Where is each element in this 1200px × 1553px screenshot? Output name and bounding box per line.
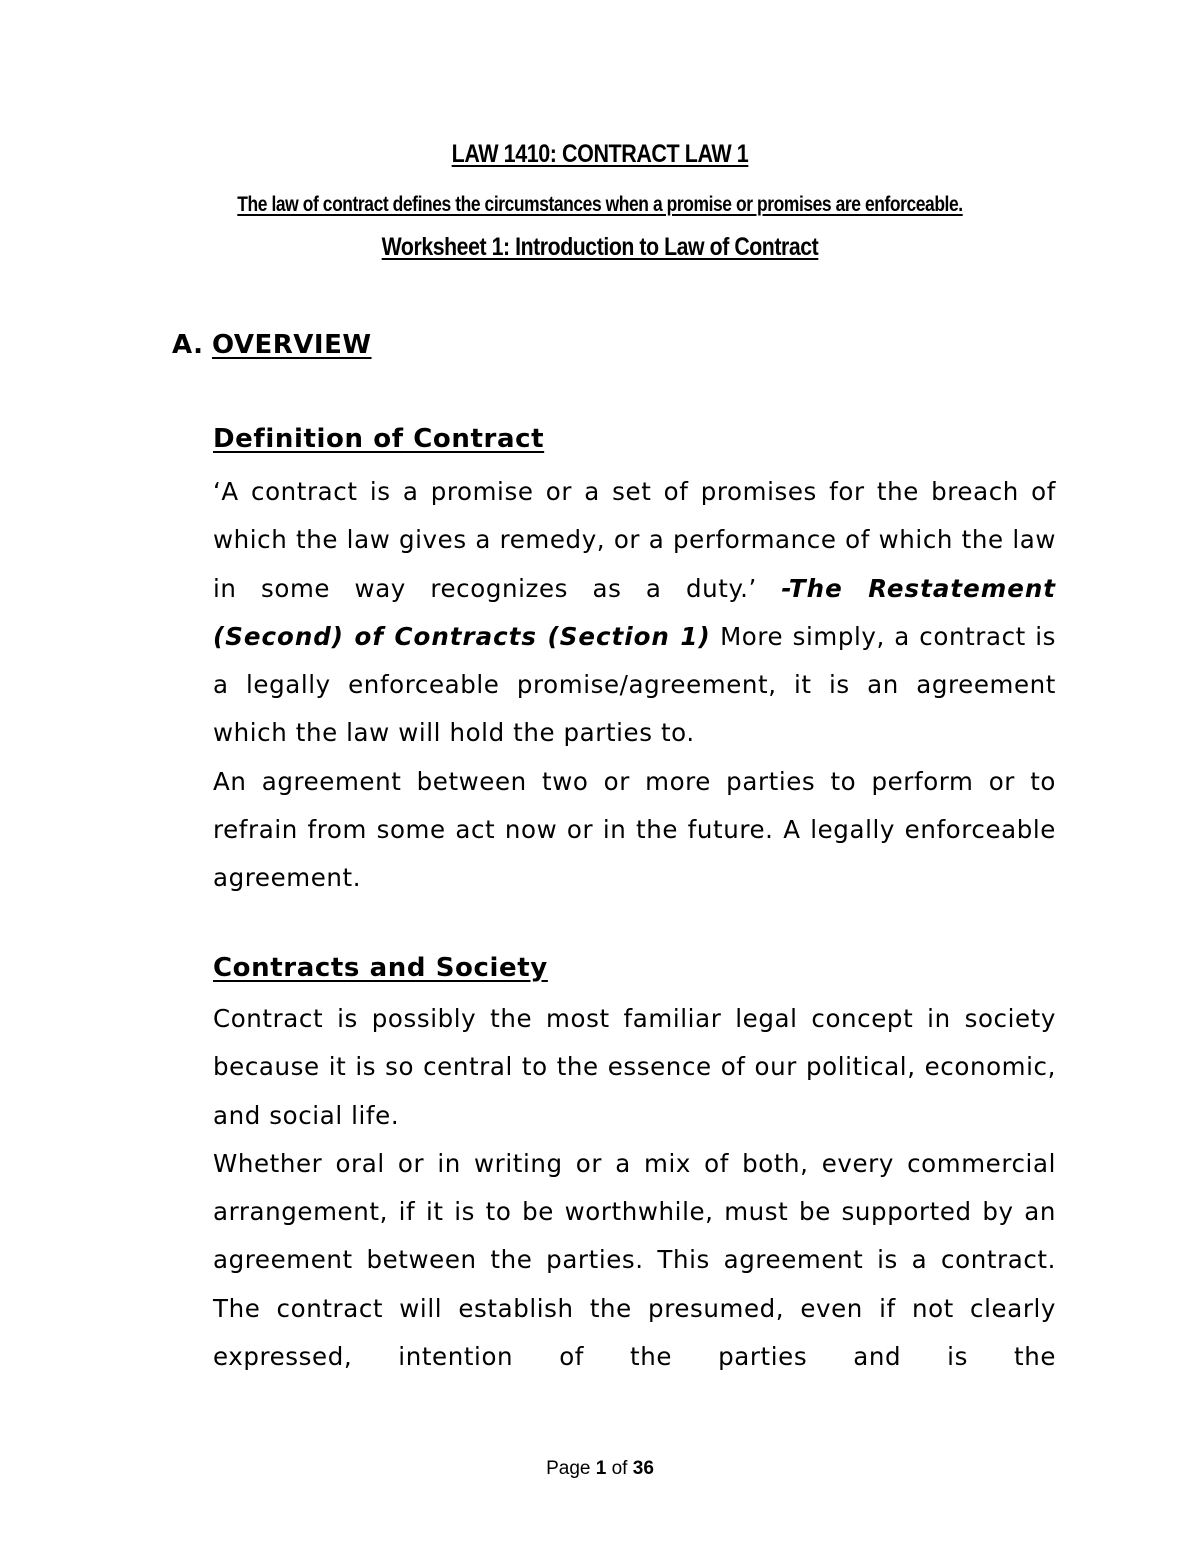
page-word: Page (546, 1458, 591, 1479)
course-title: LAW 1410: CONTRACT LAW 1 (451, 140, 749, 168)
society-paragraph-2: Whether oral or in writing or a mix of both, every commercial arrangement, if it is to be worthwhile, must be supported by an agreement between the parties. This agreement is a contract. The contract will establish the presumed, even if not clearly expressed, intention of the parties and is the (213, 1148, 1056, 1372)
page-number: 1 (595, 1458, 607, 1479)
worksheet-title: Worksheet 1: Introduction to Law of Contract (381, 233, 819, 261)
section-label: OVERVIEW (212, 330, 372, 360)
definition-heading: Definition of Contract (213, 424, 545, 454)
section-letter: A. (172, 330, 204, 360)
definition-citation: -The Restatement (Second) of Contracts (Section 1) (213, 573, 1057, 651)
definition-body (213, 468, 1056, 903)
society-heading: Contracts and Society (213, 953, 548, 983)
course-tagline: The law of contract defines the circumstances when a promise or promises are enforceable. (237, 193, 963, 216)
definition-paragraph-2: An agreement between two or more parties to perform or to refrain from some act now or in the future. A legally enforceable agreement. (213, 766, 1056, 893)
section-heading-overview (172, 330, 372, 360)
society-paragraph-1: Contract is possibly the most familiar legal concept in society because it is so central to the essence of our political, economic, and social life. (213, 1004, 1056, 1130)
total-pages: 36 (632, 1458, 654, 1479)
definition-explanation: More simply, a contract is a legally enforceable promise/agreement, it is an agreement which the law will hold the parties to. (213, 621, 1057, 748)
society-body (213, 995, 1056, 1381)
definition-quote: ‘A contract is a promise or a set of promises for the breach of which the law gives a remedy, or a performance of which the law in some way recognizes as a duty.’ (213, 477, 1056, 603)
page-footer (0, 1458, 1200, 1480)
of-word: of (611, 1458, 628, 1479)
definition-paragraph (213, 468, 1056, 758)
